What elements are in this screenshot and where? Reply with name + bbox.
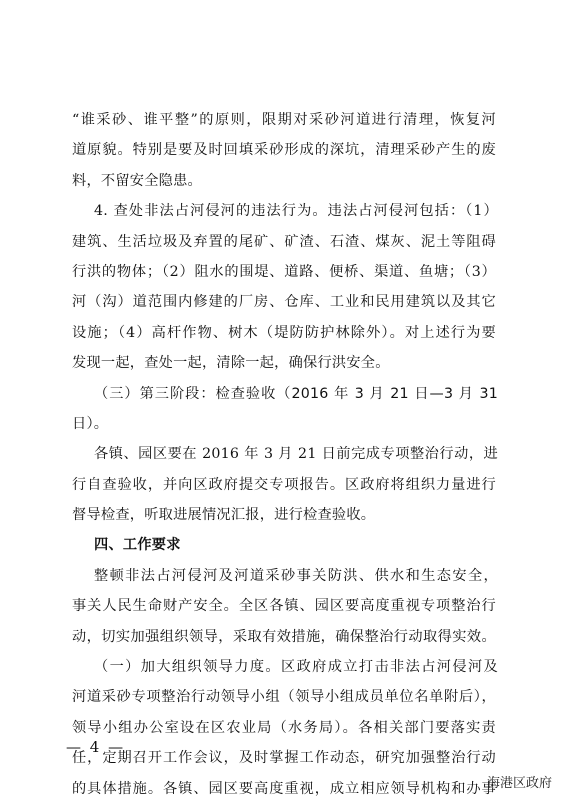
text-line: “谁采砂、谁平整”的原则，限期对采砂河道进行清理，恢复河 [72,112,496,128]
subsection-heading-leadership: （一）加大组织领导力度。区政府成立打击非法占河侵河及 [94,659,498,676]
text-line: 日）。 [72,415,109,432]
text-line: 河（沟）道范围内修建的厂房、仓库、工业和民用建筑以及其它 [72,294,496,311]
section-heading-work-requirements: 四、工作要求 [94,537,181,554]
text-line: 道原貌。特别是要及时回填采砂形成的深坑，清理采砂产生的废 [72,142,496,159]
text-line: 河道采砂专项整治行动领导小组（领导小组成员单位名单附后）， [72,689,496,706]
text-line: 任，定期召开工作会议，及时掌握工作动态，研究加强整治行动 [72,750,496,767]
text-line: 的具体措施。各镇、园区要高度重视，成立相应领导机构和办事 [72,780,496,797]
document-body [74,105,496,804]
text-line: 4. 查处非法占河侵河的违法行为。违法占河侵河包括：（1） [94,203,498,220]
text-line: 动，切实加强组织领导，采取有效措施，确保整治行动取得实效。 [72,628,496,645]
section-heading-stage-three: （三）第三阶段：检查验收（2016 年 3 月 21 日—3 月 31 [94,385,498,402]
text-line: 各镇、园区要在 2016 年 3 月 21 日前完成专项整治行动，进 [94,446,498,463]
text-line: 督导检查，听取进展情况汇报，进行检查验收。 [72,507,376,524]
text-line: 料，不留安全隐患。 [72,172,202,189]
text-line: 整顿非法占河侵河及河道采砂事关防洪、供水和生态安全， [94,567,498,584]
text-line: 领导小组办公室设在区农业局（水务局）。各相关部门要落实责 [72,719,496,736]
text-line: 设施；（4）高杆作物、树木（堤防防护林除外）。对上述行为要 [72,324,496,341]
page-number: — 4 — [66,738,126,756]
watermark-label: 海港区政府 [486,776,552,791]
text-line: 行洪的物体；（2）阻水的围堤、道路、便桥、渠道、鱼塘；（3） [72,263,496,280]
text-line: 发现一起，查处一起，清除一起，确保行洪安全。 [72,355,390,372]
text-line: 行自查验收，并向区政府提交专项报告。区政府将组织力量进行 [72,476,496,493]
text-line: 建筑、生活垃圾及弃置的尾矿、矿渣、石渣、煤灰、泥土等阻碍 [72,233,496,250]
text-line: 事关人民生命财产安全。全区各镇、园区要高度重视专项整治行 [72,598,496,615]
